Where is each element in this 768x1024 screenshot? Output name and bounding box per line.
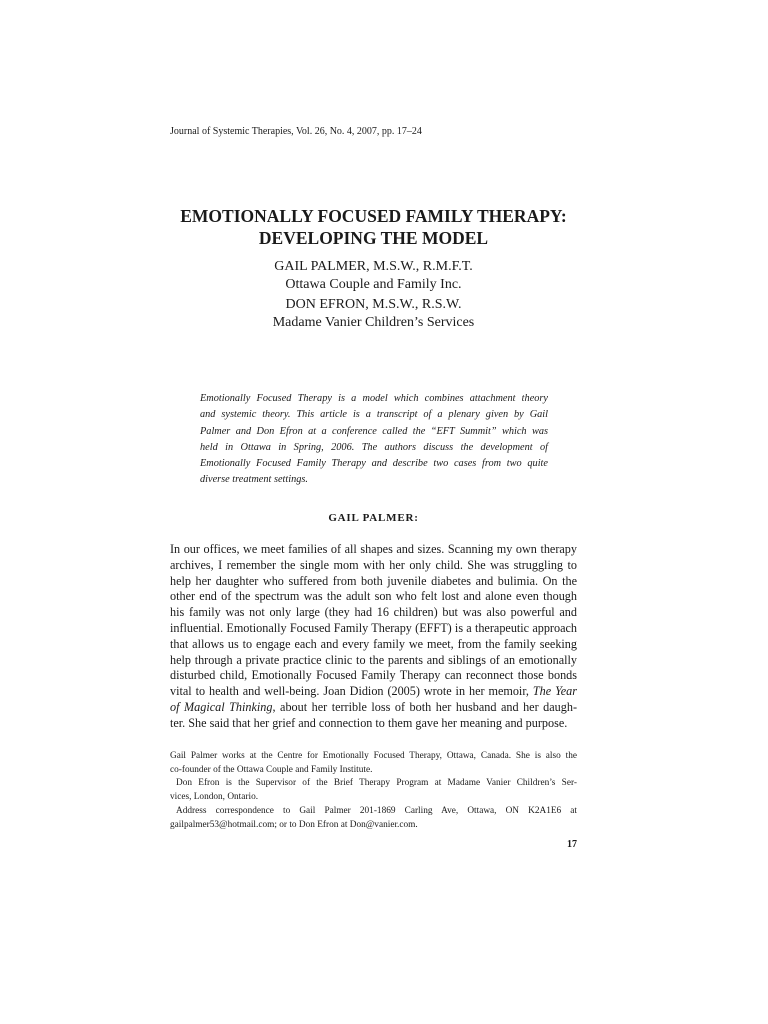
book-title-part-2: of Magical Thinking — [170, 699, 273, 714]
journal-citation: Journal of Systemic Therapies, Vol. 26, No. 4, 2007, pp. 17–24 — [170, 126, 422, 137]
author-affiliation-1: Ottawa Couple and Family Inc. — [285, 276, 462, 292]
footnote-line: co-founder of the Ottawa Couple and Family Institute. — [170, 764, 373, 775]
body-line: help through a private practice clinic to the parents and siblings of an emotionally — [170, 652, 577, 667]
author-name-1: GAIL PALMER, M.S.W., R.M.F.T. — [274, 259, 473, 274]
footnote-line: Gail Palmer works at the Centre for Emotionally Focused Therapy, Ottawa, Canada. She is also the — [170, 751, 577, 761]
author-affiliation-2: Madame Vanier Children’s Services — [272, 314, 475, 330]
body-paragraph — [170, 542, 577, 732]
title-line-1: EMOTIONALLY FOCUSED FAMILY THERAPY: — [180, 206, 567, 226]
footnote-line: Address correspondence to Gail Palmer 201-1869 Carling Ave, Ottawa, ON K2A1E6 at — [176, 805, 577, 816]
abstract — [200, 391, 548, 489]
body-line: that allows us to engage each and every family we meet, from the family seeking — [170, 636, 577, 651]
footnote-line: vices, London, Ontario. — [170, 792, 259, 803]
abstract-line: Emotionally Focused Therapy is a model which combines attachment theory — [200, 393, 548, 404]
body-line: help her daughter who suffered from both juvenile diabetes and bulimia. On the — [170, 573, 577, 588]
body-line-text: vital to health and well-being. Joan Didion (2005) wrote in her memoir, — [170, 684, 533, 699]
body-line — [170, 684, 577, 700]
body-line: other end of the spectrum was the adult son who felt lost and alone even though — [170, 589, 577, 604]
abstract-line: diverse treatment settings. — [200, 474, 309, 486]
body-line: ter. She said that her grief and connection to them gave her meaning and purpose. — [170, 715, 568, 730]
section-heading: GAIL PALMER: — [328, 512, 419, 524]
body-line — [170, 700, 577, 716]
footnote-line: gailpalmer53@hotmail.com; or to Don Efron at Don@vanier.com. — [170, 819, 418, 830]
author-name-2: DON EFRON, M.S.W., R.S.W. — [285, 297, 462, 312]
author-footnotes — [170, 750, 577, 832]
body-line: In our offices, we meet families of all shapes and sizes. Scanning my own therapy — [170, 542, 577, 556]
abstract-line: Emotionally Focused Family Therapy and describe two cases from two quite — [200, 458, 548, 470]
footnote-line: Don Efron is the Supervisor of the Brief Therapy Program at Madame Vanier Children’s Ser- — [176, 778, 577, 789]
body-line: archives, I remember the single mom with her only child. She was struggling to — [170, 557, 577, 572]
author-block — [170, 258, 577, 331]
abstract-line: held in Ottawa in Spring, 2006. The authors discuss the development of — [200, 441, 548, 453]
abstract-line: Palmer and Don Efron at a conference called the “EFT Summit” which was — [200, 425, 548, 437]
body-line: disturbed child, Emotionally Focused Family Therapy can reconnect those bonds — [170, 668, 577, 683]
article-title — [170, 205, 577, 249]
book-title-part-1: The Year — [532, 684, 577, 699]
body-line: his family was not only large (they had 16 children) but was also powerful and — [170, 605, 577, 620]
body-line-text: , about her terrible loss of both her husband and her daugh- — [272, 699, 577, 714]
abstract-line: and systemic theory. This article is a transcript of a plenary given by Gail — [200, 409, 548, 421]
title-line-2: DEVELOPING THE MODEL — [258, 228, 489, 248]
body-line: influential. Emotionally Focused Family Therapy (EFFT) is a therapeutic approach — [170, 620, 577, 635]
page-number: 17 — [567, 839, 577, 850]
